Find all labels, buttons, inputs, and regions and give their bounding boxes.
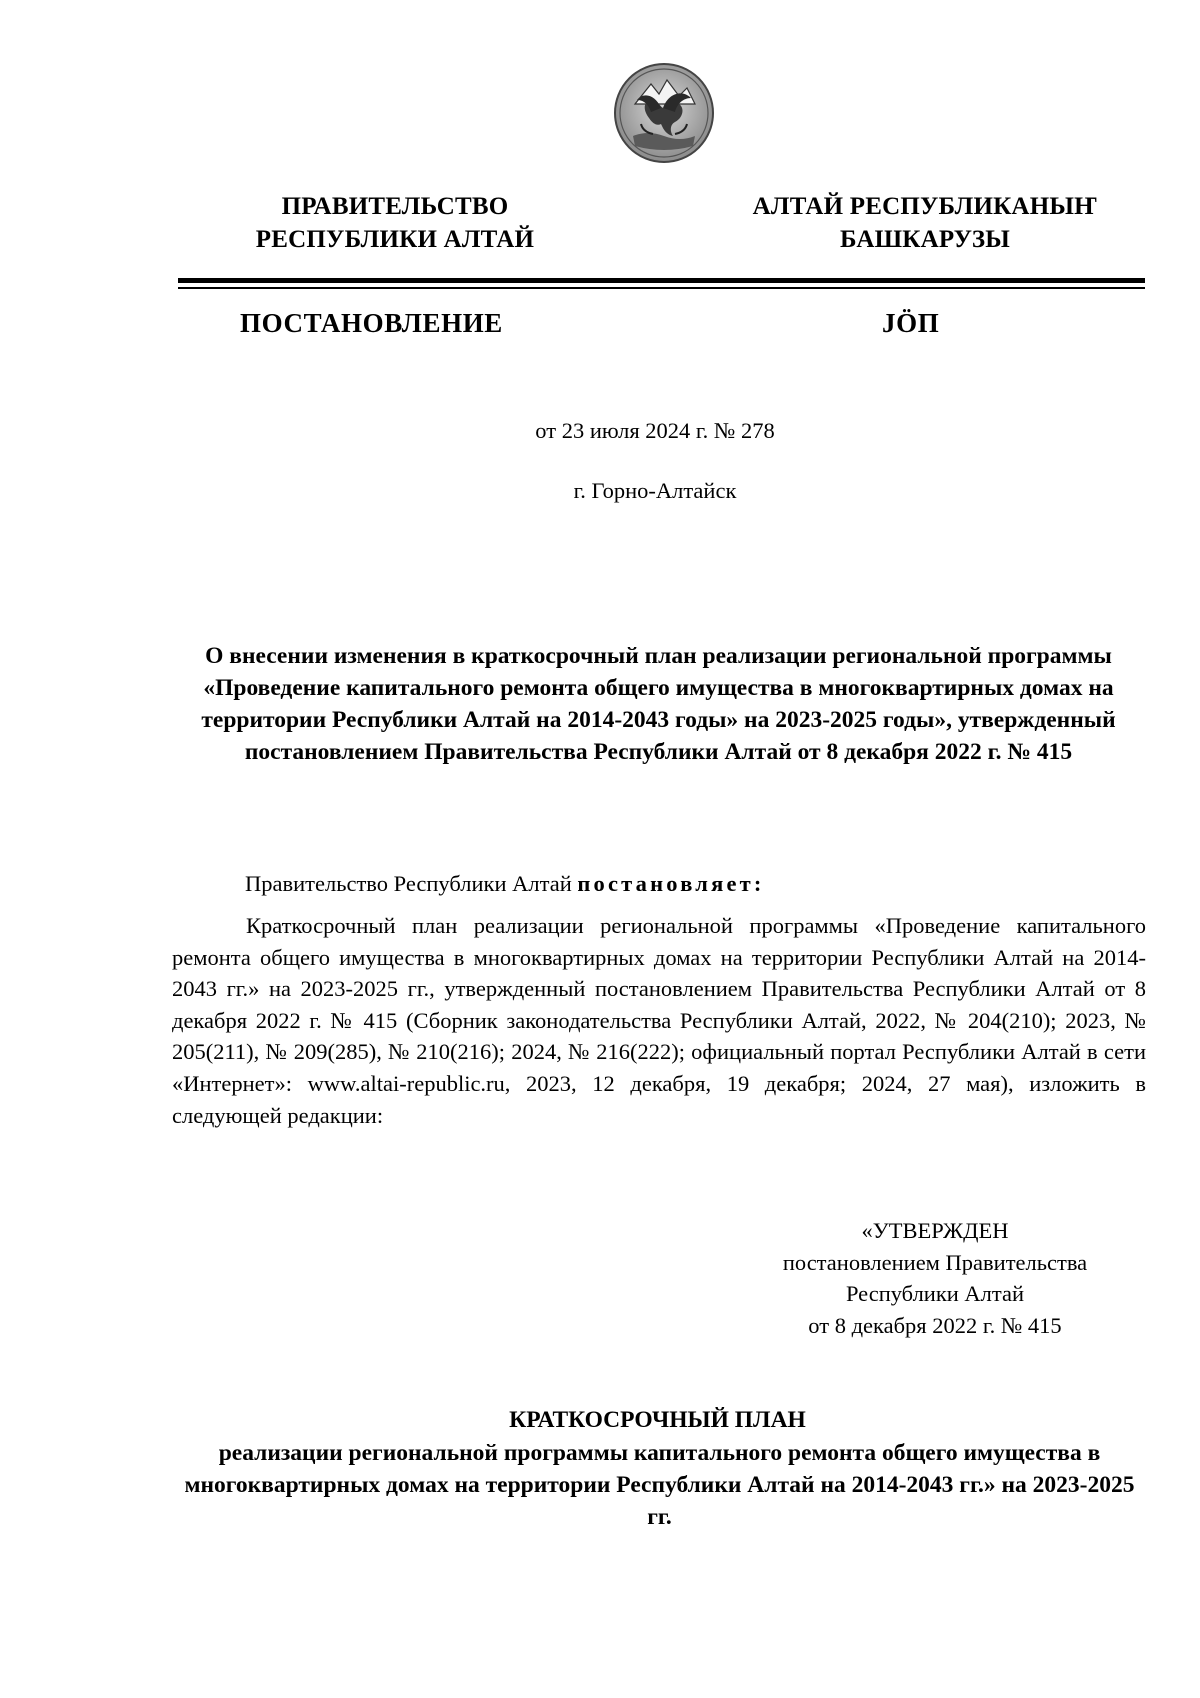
org-name-russian — [235, 190, 555, 256]
decree-line — [245, 868, 765, 900]
approval-line-approved: «УТВЕРЖДЕН — [861, 1218, 1009, 1243]
city: г. Горно-Алтайск — [573, 478, 737, 503]
org-name-russian-line1: ПРАВИТЕЛЬСТВО — [281, 193, 509, 220]
coat-of-arms-emblem — [613, 62, 715, 164]
doc-type-altai: JÖП — [882, 308, 940, 338]
approval-stamp — [715, 1215, 1155, 1341]
org-name-altai-line1: АЛТАЙ РЕСПУБЛИКАНЫҤ — [752, 193, 1098, 220]
resolution-title: О внесении изменения в краткосрочный план реализации региональной программы «Проведение капитального ремонта общего имущества в многоквартирных домах на территории Республики Алтай на 2014-2043 годы» на 2023-2025 годы», утвержденный постановлением Правительства Республики Алтай от 8 декабря 2022 г. № 415 — [201, 643, 1116, 765]
approval-line-by-resolution: постановлением Правительства — [782, 1249, 1088, 1275]
decree-verb: постановляет: — [577, 871, 765, 896]
header-divider-thin — [178, 287, 1145, 289]
doc-type-russian: ПОСТАНОВЛЕНИЕ — [240, 308, 503, 338]
org-name-altai — [725, 190, 1125, 256]
plan-subtitle: реализации региональной программы капитального ремонта общего имущества в многоквартирных домах на территории Республики Алтай на 2014-2043 гг.» на 2023-2025 гг. — [184, 1440, 1135, 1530]
approval-line-date: от 8 декабря 2022 г. № 415 — [808, 1312, 1062, 1338]
decree-subject: Правительство Республики Алтай — [245, 871, 578, 896]
plan-heading: КРАТКОСРОЧНЫЙ ПЛАН — [509, 1407, 806, 1433]
main-paragraph: Краткосрочный план реализации региональной программы «Проведение капитального ремонта общего имущества в многоквартирных домах на территории Республики Алтай на 2014-2043 гг.» на 2023-2025 гг., утвержденный постановлением Правительства Республики Алтай от 8 декабря 2022 г. № 415 (Сборник законодательства Республики Алтай, 2022, № 204(210); 2023, № 205(211), № 209(285), № 210(216); 2024, № 216(222); официальный портал Республики Алтай в сети «Интернет»: www.altai-republic.ru, 2023, 12 декабря, 19 декабря; 2024, 27 мая), изложить в следующей редакции: — [172, 913, 1146, 1128]
org-name-altai-line2: БАШКАРУЗЫ — [839, 226, 1011, 253]
date-and-number: от 23 июля 2024 г. № 278 — [535, 418, 775, 443]
org-name-russian-line2: РЕСПУБЛИКИ АЛТАЙ — [255, 226, 535, 253]
approval-line-republic: Республики Алтай — [845, 1281, 1025, 1307]
header-divider-thick — [178, 278, 1145, 283]
coat-of-arms-icon — [613, 62, 715, 164]
